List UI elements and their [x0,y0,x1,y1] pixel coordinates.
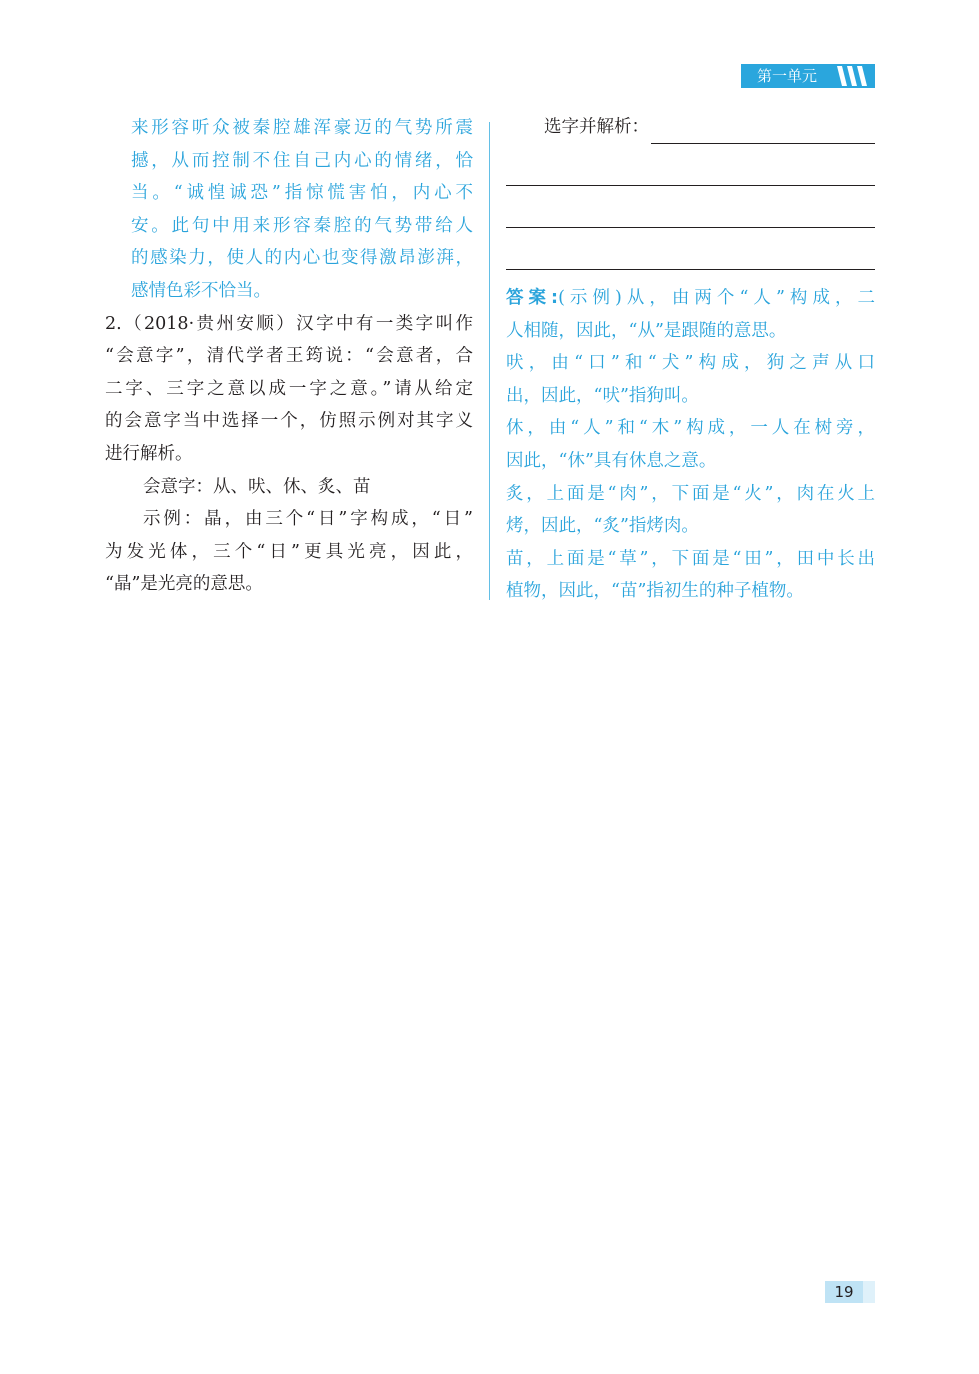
answer-block [506,282,875,608]
example-line: 为发光体，三个“日”更具光亮，因此， [105,541,473,562]
page-number: 19 [825,1281,863,1303]
question-line: “会意字”，清代学者王筠说：“会意者，合 [105,346,473,367]
right-column [506,112,875,608]
question-line: 进行解析。 [105,443,193,464]
answer-line: 烤，因此，“炙”指烤肉。 [506,516,699,537]
question-line: 的会意字当中选择一个，仿照示例对其字义 [105,411,473,432]
answer-line: 答案:(示例)从，由两个“人”构成，二 [506,288,875,308]
explanation-line: 安。此句中用来形容秦腔的气势带给人 [131,215,473,236]
explanation-line: 撼，从而控制不住自己内心的情绪，恰 [131,150,473,171]
unit-tab [741,64,875,88]
explanation-line: 感情色彩不恰当。 [131,280,271,301]
explanation-line: 来形容听众被秦腔雄浑豪迈的气势所震 [131,118,473,138]
answer-line: 吠，由“口”和“犬”构成，狗之声从口 [506,353,875,374]
question-line: 二字、三字之意以成一字之意。”请从给定 [105,378,473,399]
answer-fill-row [506,112,875,144]
unit-label: 第一单元 [757,67,818,85]
answer-blank-line[interactable] [651,117,875,144]
answer-line: 因此，“休”具有休息之意。 [506,450,717,471]
question-block [105,308,473,601]
answer-line: 人相随，因此，“从”是跟随的意思。 [506,320,787,341]
left-column [105,112,473,601]
answer-blank-line[interactable] [506,144,875,186]
answer-line: 植物，因此，“苗”指初生的种子植物。 [506,581,804,602]
page-number-tab [863,1281,875,1303]
answer-line: 休，由“人”和“木”构成，一人在树旁， [506,418,875,439]
explanation-line: 当。“诚惶诚恐”指惊慌害怕，内心不 [131,183,473,204]
characters-line: 会意字：从、吠、休、炙、苗 [143,476,371,497]
example-line: “晶”是光亮的意思。 [105,574,263,595]
example-line: 示例：晶，由三个“日”字构成，“日” [143,509,473,530]
answer-line: 炙，上面是“肉”，下面是“火”，肉在火上 [506,483,875,504]
column-divider [489,122,490,600]
stripes-icon [835,64,871,88]
fill-label: 选字并解析： [544,117,649,138]
question-line: 2.（2018·贵州安顺）汉字中有一类字叫作 [105,313,473,334]
explanation-block [105,112,473,308]
answer-blank-line[interactable] [506,186,875,228]
answer-line: 苗，上面是“草”，下面是“田”，田中长出 [506,548,875,569]
answer-blank-line[interactable] [506,228,875,270]
answer-line: 出，因此，“吠”指狗叫。 [506,385,699,406]
answer-label: 答案: [506,288,559,308]
explanation-line: 的感染力，使人的内心也变得激昂澎湃， [131,248,473,269]
